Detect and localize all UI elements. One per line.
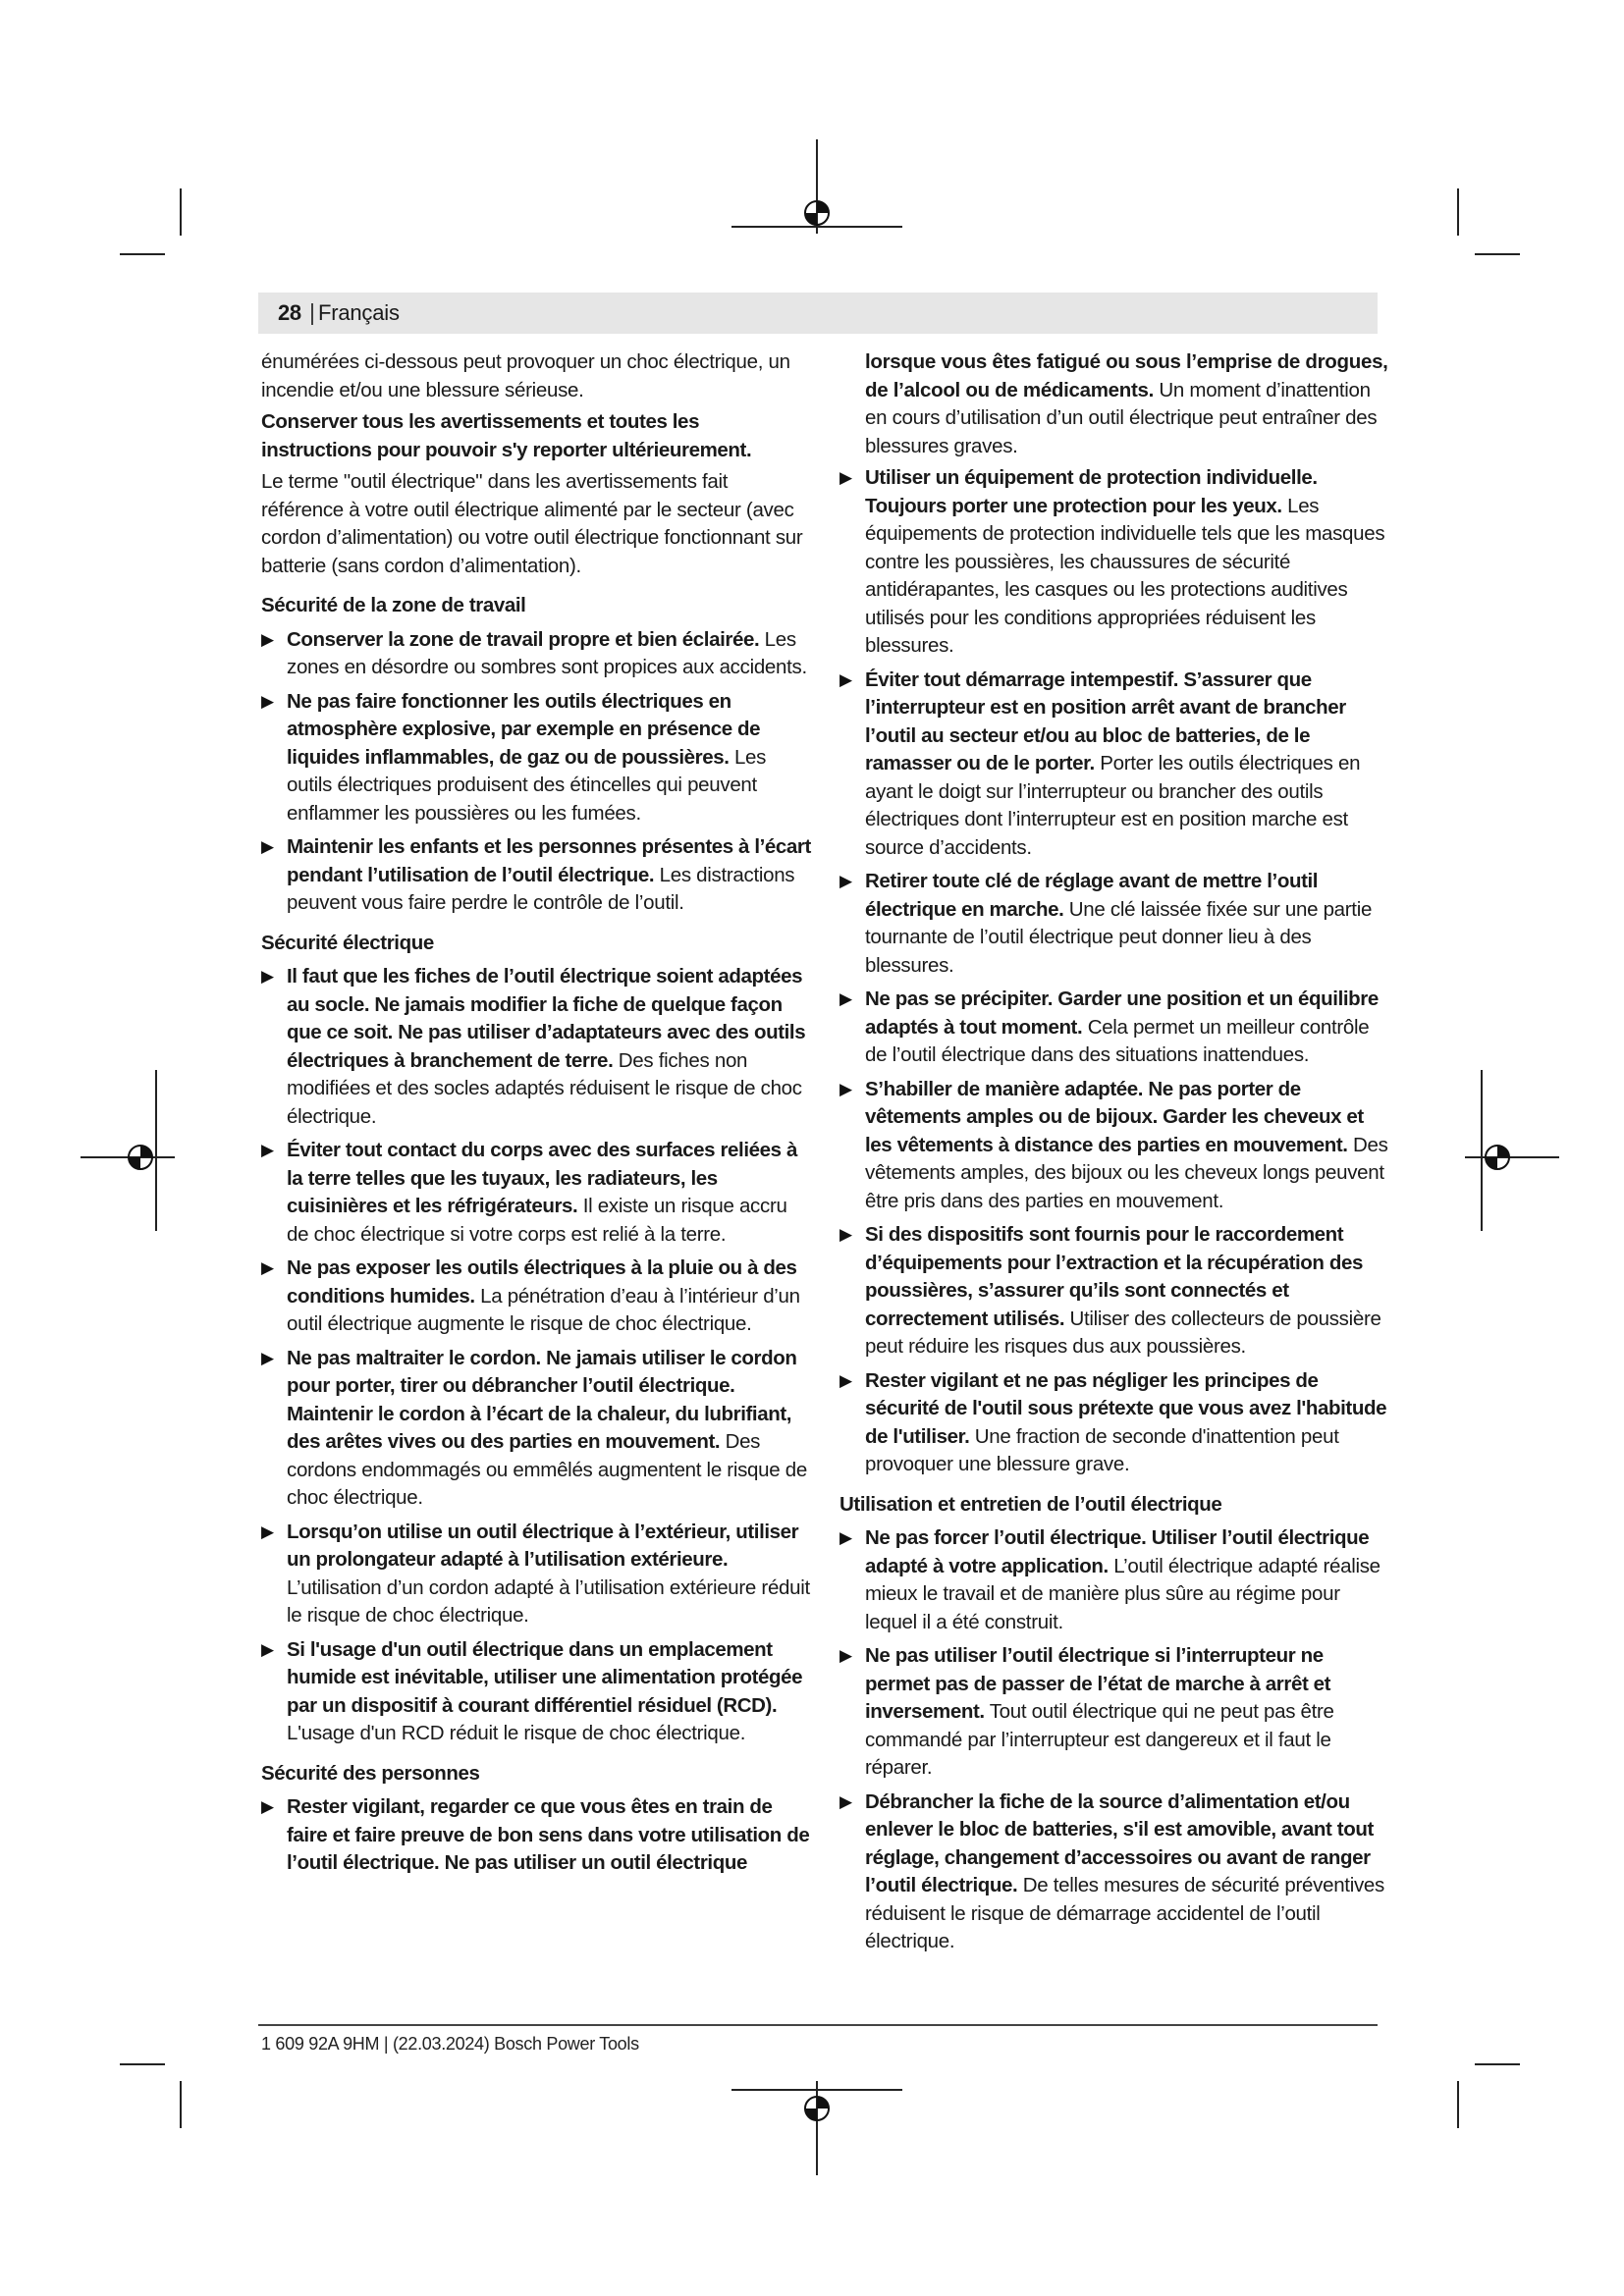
crop-mark — [1475, 253, 1520, 255]
list-item — [261, 1793, 811, 1878]
list-item — [839, 986, 1389, 1070]
page-number: 28 — [278, 300, 301, 325]
registration-line — [731, 2089, 902, 2091]
item-bold: Ne pas se précipiter. Garder une position et un équilibre adaptés à tout moment. — [865, 988, 1379, 1039]
item-text: Des cordons endommagés ou emmêlés augmentent le risque de choc électrique. — [287, 1430, 807, 1509]
bullet-arrow-icon: ▶ — [839, 1079, 852, 1098]
list-item — [261, 1345, 811, 1513]
section-heading-usage: Utilisation et entretien de l’outil électrique — [839, 1492, 1222, 1516]
item-bold: Rester vigilant, regarder ce que vous êtes en train de faire et faire preuve de bon sens dans votre utilisation de l’outil électrique. Ne pas utiliser un outil électrique — [287, 1795, 810, 1874]
list-item — [839, 1076, 1389, 1216]
item-text: Porter les outils électriques en ayant le doigt sur l’interrupteur ou brancher des outils électriques dont l’interrupteur est en position marche est source d’accidents. — [865, 752, 1361, 859]
list-item — [261, 1137, 811, 1249]
definition-text: Le terme "outil électrique" dans les avertissements fait référence à votre outil électrique alimenté par le secteur (avec cordon d’alimentation) ou votre outil électrique fonctionnant sur batterie (sans cordon d’alimentation). — [261, 470, 803, 577]
bullet-arrow-icon: ▶ — [839, 1225, 852, 1244]
item-bold: Il faut que les fiches de l’outil électrique soient adaptées au socle. Ne jamais modifier la fiche de quelque façon que ce soit. Ne pas utiliser d’adaptateurs avec des outils électriques à branchement de terre. — [287, 965, 806, 1072]
item-text: Il existe un risque accru de choc électrique si votre corps est relié à la terre. — [287, 1195, 787, 1246]
list-item — [261, 1519, 811, 1630]
item-bold: Si des dispositifs sont fournis pour le raccordement d’équipements pour l’extraction et la récupération des poussières, s’assurer qu’ils sont connectés et correctement utilisés. — [865, 1223, 1363, 1330]
item-bold: Maintenir les enfants et les personnes présentes à l’écart pendant l’utilisation de l’outil électrique. — [287, 835, 811, 886]
right-column — [839, 348, 1389, 1962]
list-item — [839, 464, 1389, 661]
item-bold: Si l'usage d'un outil électrique dans un emplacement humide est inévitable, utiliser une alimentation protégée par un dispositif à courant différentiel résiduel (RCD). — [287, 1637, 803, 1717]
item-bold: Ne pas maltraiter le cordon. Ne jamais utiliser le cordon pour porter, tirer ou débrancher l’outil électrique. Maintenir le cordon à l’écart de la chaleur, du lubrifiant, des arêtes vives ou des parties en mouvement. — [287, 1346, 797, 1453]
list-item — [839, 1367, 1389, 1479]
footer-rule — [258, 2024, 1378, 2026]
page-header — [258, 293, 1378, 334]
registration-line — [1465, 1156, 1559, 1158]
usage-items-list — [839, 1524, 1389, 1956]
list-item — [261, 688, 811, 828]
bullet-arrow-icon: ▶ — [261, 1141, 274, 1159]
bullet-arrow-icon: ▶ — [839, 1791, 852, 1811]
item-bold: Ne pas utiliser l’outil électrique si l’interrupteur ne permet pas de passer de l’état de marche à arrêt et inversement. — [865, 1644, 1331, 1723]
crop-mark — [120, 2063, 165, 2065]
continuation-paragraph — [839, 348, 1389, 460]
item-bold: Éviter tout démarrage intempestif. S’assurer que l’interrupteur est en position arrêt avant de brancher l’outil au secteur et/ou au bloc de batteries, de le ramasser ou de le porter. — [865, 667, 1346, 774]
bullet-arrow-icon: ▶ — [839, 669, 852, 689]
item-text: Les outils électriques produisent des étincelles qui peuvent enflammer les poussières ou les fumées. — [287, 745, 767, 825]
item-text: Les zones en désordre ou sombres sont propices aux accidents. — [287, 627, 807, 678]
bullet-arrow-icon: ▶ — [839, 1370, 852, 1390]
item-text: Un moment d’inattention en cours d’utilisation d’un outil électrique peut entraîner des blessures graves. — [865, 378, 1378, 457]
bullet-arrow-icon: ▶ — [839, 468, 852, 487]
list-item — [261, 1255, 811, 1339]
crop-mark — [180, 2081, 182, 2128]
item-bold: S’habiller de manière adaptée. Ne pas porter de vêtements amples ou de bijoux. Garder les cheveux et les vêtements à distance des parties en mouvement. — [865, 1077, 1364, 1156]
bullet-arrow-icon: ▶ — [261, 967, 274, 986]
item-text: Utiliser des collecteurs de poussière peut réduire les risques dus aux poussières. — [865, 1307, 1381, 1358]
list-item — [261, 833, 811, 918]
bullet-arrow-icon: ▶ — [261, 629, 274, 649]
item-bold: Éviter tout contact du corps avec des surfaces reliées à la terre telles que les tuyaux, les radiateurs, les cuisinières et les réfrigérateurs. — [287, 1139, 797, 1217]
conserve-warning: Conserver tous les avertissements et toutes les instructions pour pouvoir s'y reporter ultérieurement. — [261, 410, 752, 461]
item-text: Cela permet un meilleur contrôle de l’outil électrique dans des situations inattendues. — [865, 1015, 1370, 1066]
list-item — [839, 1221, 1389, 1362]
crop-mark — [1475, 2063, 1520, 2065]
bullet-arrow-icon: ▶ — [261, 837, 274, 856]
item-text: L'usage d'un RCD réduit le risque de choc électrique. — [287, 1722, 746, 1744]
item-bold: Retirer toute clé de réglage avant de mettre l’outil électrique en marche. — [865, 870, 1319, 921]
item-text: Les distractions peuvent vous faire perdre le contrôle de l’outil. — [287, 863, 795, 914]
item-text: Une fraction de seconde d'inattention peut provoquer une blessure grave. — [865, 1424, 1339, 1475]
page-language: Français — [318, 300, 400, 325]
item-text: La pénétration d’eau à l’intérieur d’un outil électrique augmente le risque de choc électrique. — [287, 1284, 800, 1335]
list-item — [839, 1524, 1389, 1636]
item-text: Une clé laissée fixée sur une partie tournante de l’outil électrique peut donner lieu à des blessures. — [865, 897, 1373, 977]
bullet-arrow-icon: ▶ — [261, 691, 274, 711]
crop-mark — [120, 253, 165, 255]
list-item — [839, 1789, 1389, 1956]
item-text: L’utilisation d’un cordon adapté à l’utilisation extérieure réduit le risque de choc électrique. — [287, 1575, 810, 1627]
item-text: De telles mesures de sécurité préventives réduisent le risque de démarrage accidentel de l’outil électrique. — [865, 1874, 1384, 1952]
list-item — [839, 868, 1389, 980]
item-bold: lorsque vous êtes fatigué ou sous l’emprise de drogues, de l’alcool ou de médicaments. — [865, 350, 1388, 401]
persons-items-list — [839, 464, 1389, 1479]
registration-line — [155, 1070, 157, 1231]
section-heading-electric: Sécurité électrique — [261, 931, 434, 954]
item-text: Des fiches non modifiées et des socles adaptés réduisent le risque de choc électrique. — [287, 1048, 802, 1128]
list-item — [261, 963, 811, 1131]
bullet-arrow-icon: ▶ — [261, 1639, 274, 1659]
bullet-arrow-icon: ▶ — [839, 989, 852, 1008]
list-item — [261, 1636, 811, 1748]
bullet-arrow-icon: ▶ — [839, 1528, 852, 1547]
item-bold: Rester vigilant et ne pas négliger les principes de sécurité de l'outil sous prétexte que vous avez l'habitude de l'utiliser. — [865, 1368, 1387, 1448]
crop-mark — [1457, 188, 1459, 236]
left-column — [261, 348, 811, 1884]
item-bold: Utiliser un équipement de protection individuelle. Toujours porter une protection pour les yeux. — [865, 466, 1318, 517]
list-item — [261, 626, 811, 682]
item-bold: Débrancher la fiche de la source d’alimentation et/ou enlever le bloc de batteries, s'il est amovible, avant tout réglage, changement d’accessoires ou avant de ranger l’outil électrique. — [865, 1789, 1374, 1896]
bullet-arrow-icon: ▶ — [839, 1646, 852, 1665]
registration-target-icon — [802, 2094, 832, 2123]
section-heading-persons: Sécurité des personnes — [261, 1761, 480, 1785]
item-bold: Ne pas exposer les outils électriques à la pluie ou à des conditions humides. — [287, 1256, 797, 1308]
header-separator: | — [309, 299, 315, 325]
item-text: Des vêtements amples, des bijoux ou les cheveux longs peuvent être pris dans des parties en mouvement. — [865, 1133, 1388, 1212]
item-bold: Conserver la zone de travail propre et bien éclairée. — [287, 627, 760, 651]
bullet-arrow-icon: ▶ — [261, 1522, 274, 1541]
item-bold: Ne pas forcer l’outil électrique. Utiliser l’outil électrique adapté à votre application. — [865, 1526, 1370, 1577]
list-item — [839, 1642, 1389, 1783]
registration-target-icon — [1483, 1143, 1512, 1172]
work-items-list — [261, 626, 811, 918]
bullet-arrow-icon: ▶ — [839, 872, 852, 890]
item-text: L’outil électrique adapté réalise mieux le travail et de manière plus sûre au régime pour lequel il a été construit. — [865, 1554, 1380, 1633]
item-text: Les équipements de protection individuelle tels que les masques contre les poussières, les chaussures de sécurité antidérapantes, les casques ou les protections auditives utilisés pour les conditions appropriées réduisent les blessures. — [865, 494, 1385, 657]
crop-mark — [180, 188, 182, 236]
footer-text: 1 609 92A 9HM | (22.03.2024) Bosch Power Tools — [261, 2034, 639, 2054]
crop-mark — [1457, 2081, 1459, 2128]
registration-target-icon — [126, 1143, 155, 1172]
section-heading-work: Sécurité de la zone de travail — [261, 594, 526, 616]
intro-text: énumérées ci-dessous peut provoquer un choc électrique, un incendie et/ou une blessure sérieuse. — [261, 350, 790, 401]
bullet-arrow-icon: ▶ — [261, 1348, 274, 1367]
bullet-arrow-icon: ▶ — [261, 1258, 274, 1277]
electric-items-list — [261, 963, 811, 1748]
item-bold: Lorsqu’on utilise un outil électrique à l’extérieur, utiliser un prolongateur adapté à l’utilisation extérieure. — [287, 1520, 799, 1571]
item-bold: Ne pas faire fonctionner les outils électriques en atmosphère explosive, par exemple en présence de liquides inflammables, de gaz ou de poussières. — [287, 689, 761, 769]
registration-target-icon — [802, 198, 832, 228]
bullet-arrow-icon: ▶ — [261, 1797, 274, 1816]
persons-items-list — [261, 1793, 811, 1878]
list-item — [839, 667, 1389, 863]
item-text: Tout outil électrique qui ne peut pas être commandé par l’interrupteur est dangereux et il faut le réparer. — [865, 1700, 1334, 1779]
